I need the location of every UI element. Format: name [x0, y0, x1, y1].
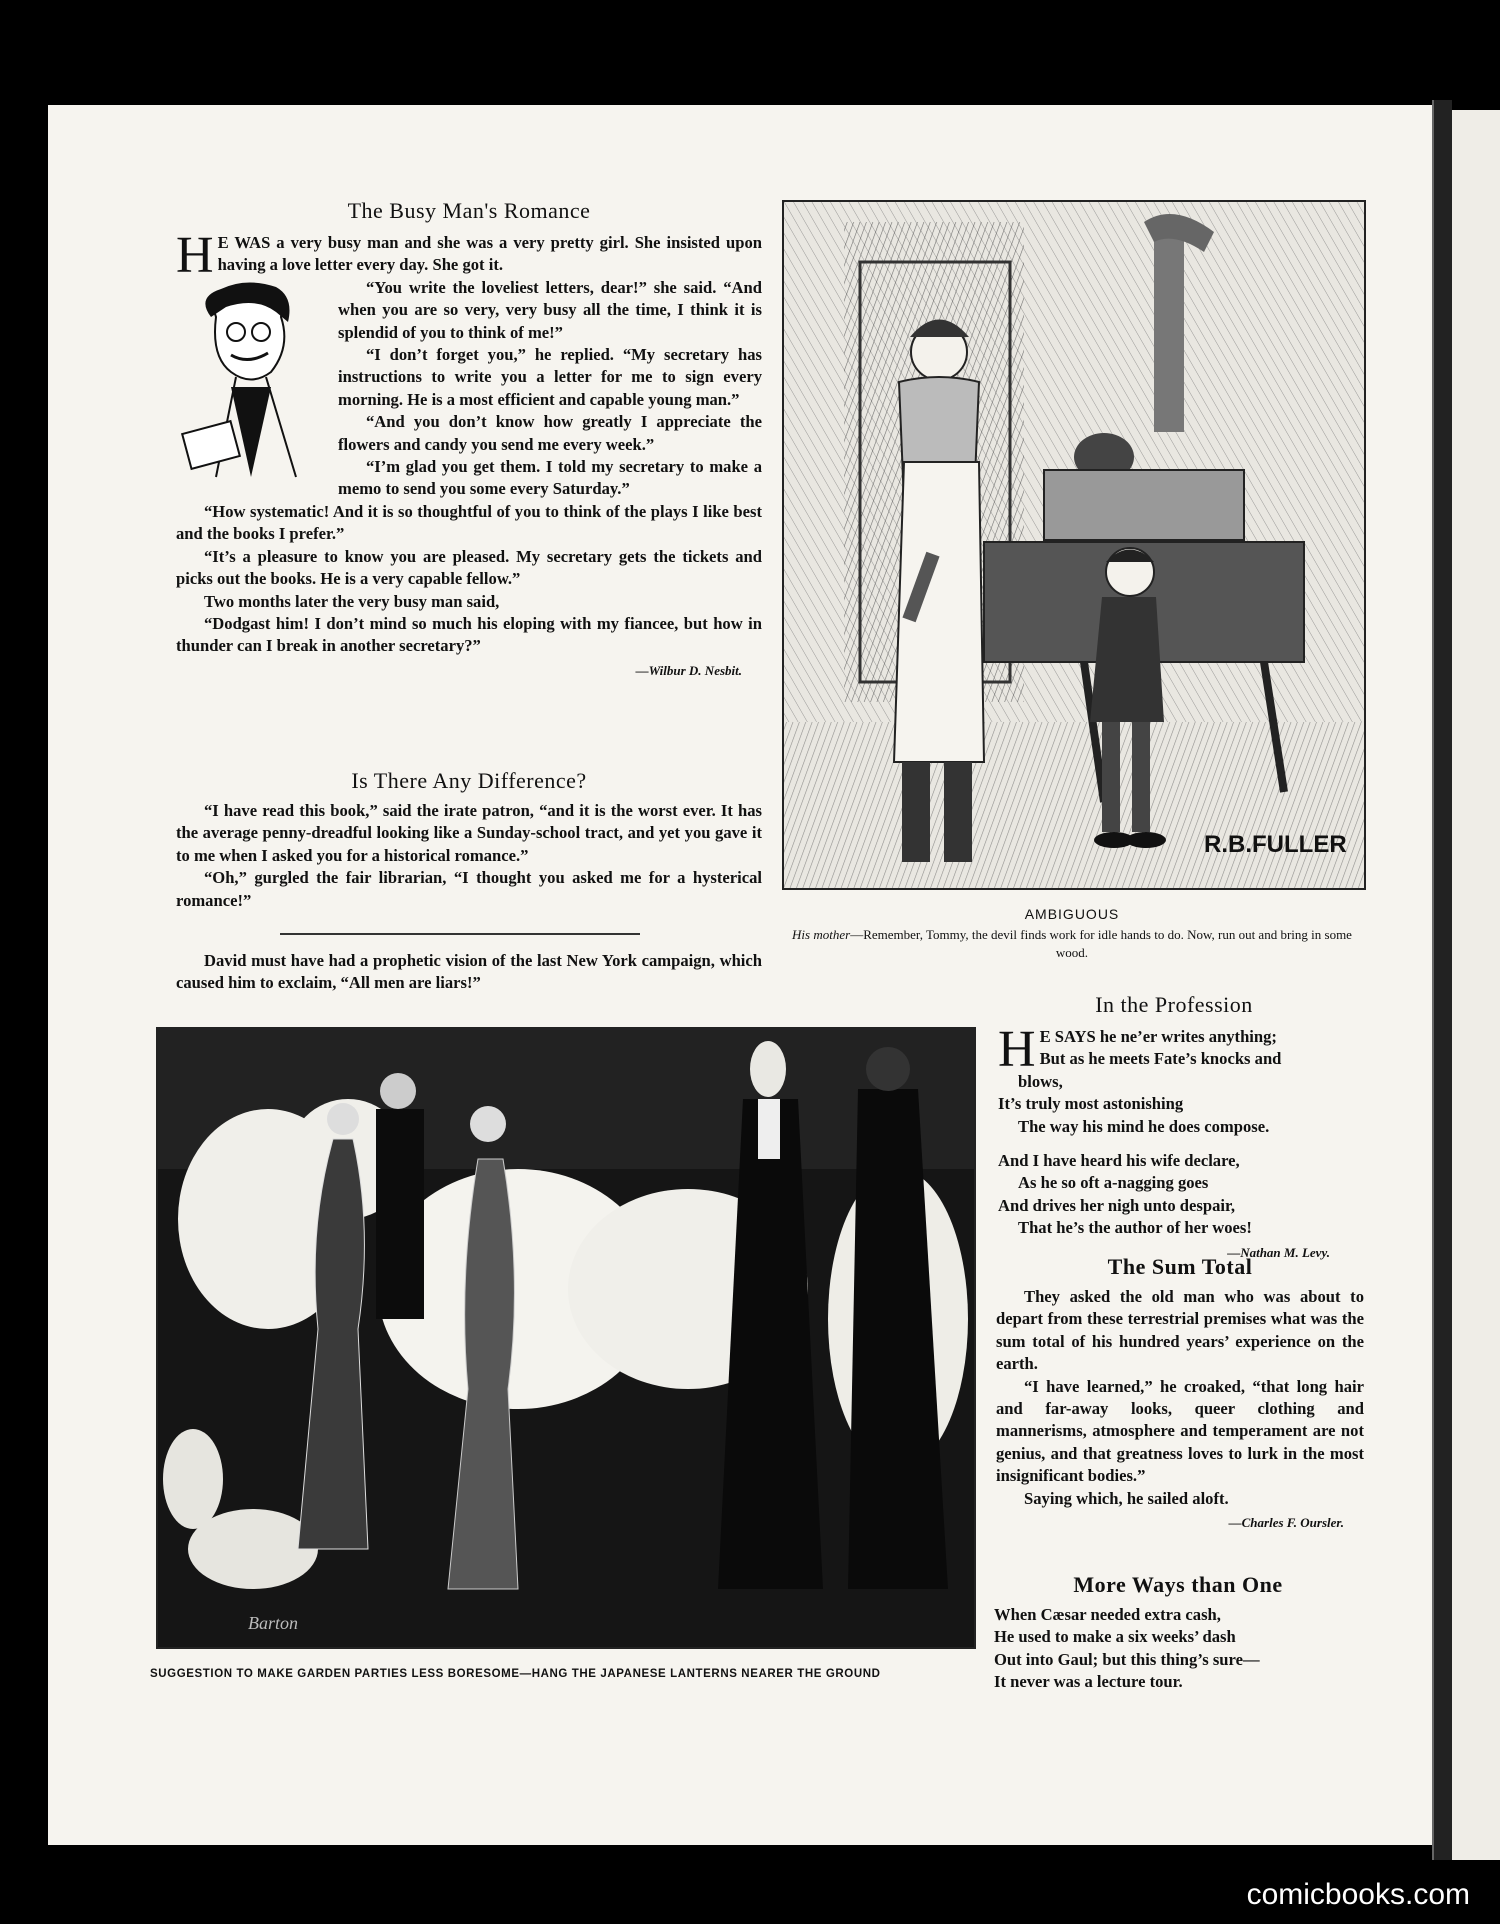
poem-line: The way his mind he does compose.	[1018, 1116, 1270, 1136]
poem-line: When Cæsar needed extra cash,	[994, 1605, 1221, 1624]
cartoon-garden-party	[156, 1027, 976, 1649]
byline: —Wilbur D. Nesbit.	[635, 662, 742, 678]
caption-text	[782, 926, 1362, 962]
paragraph: “How systematic! And it is so thoughtful of you to think of the plays I like best and the books I prefer.”	[176, 501, 762, 544]
story-body	[996, 1286, 1364, 1534]
paragraph: Two months later the very busy man said,	[204, 591, 500, 611]
first-line: E WAS a very busy man and she was a very pretty girl. She insisted upon having a love letter every day. She got it.	[217, 233, 762, 275]
story-busy-mans-romance	[176, 198, 762, 682]
poem-line: That he’s the author of her woes!	[1018, 1218, 1252, 1238]
byline: —Charles F. Oursler.	[1228, 1515, 1344, 1531]
cartoon-ambiguous	[782, 200, 1366, 890]
paragraph: “I have read this book,” said the irate patron, “and it is the worst ever. It has the average penny-dreadful looking like a Sunday-school tract, and yet you gave it to me when I asked you for a historical romance.”	[176, 801, 762, 865]
caption-speaker: His mother	[792, 927, 851, 942]
adjacent-page-edge	[1452, 110, 1500, 1860]
poem-body	[998, 1021, 1350, 1264]
poem-line: blows,	[1018, 1071, 1063, 1091]
caption-title: AMBIGUOUS	[1024, 906, 1120, 922]
story-body	[176, 227, 762, 682]
cartoon-caption: SUGGESTION TO MAKE GARDEN PARTIES LESS BORESOME—HANG THE JAPANESE LANTERNS NEARER THE GROUND	[150, 1668, 881, 1680]
cartoon-caption	[782, 906, 1362, 962]
first-paragraph	[176, 227, 762, 284]
paragraph: “I don’t forget you,” he replied. “My secretary has instructions to write you a letter for me to sign every morning. He is a most efficient and capable young man.”	[338, 345, 762, 409]
poem-in-the-profession	[998, 992, 1350, 1264]
divider	[280, 933, 640, 935]
cartoon-illustration	[158, 1029, 974, 1647]
paragraph: “It’s a pleasure to know you are pleased. My secretary gets the tickets and picks out the books. He is a very capable fellow.”	[176, 546, 762, 589]
paragraph: “I have learned,” he croaked, “that long hair and far-away looks, queer clothing and mannerisms, atmosphere and temperament are not genius, and that greatness loves to lurk in the most insignificant bodies.”	[996, 1376, 1364, 1486]
story-is-there-any-difference	[176, 768, 762, 912]
poem-line: But as he meets Fate’s knocks and	[1039, 1049, 1282, 1069]
paragraph: “And you don’t know how greatly I appreciate the flowers and candy you send me every week.”	[338, 412, 762, 454]
caption-dialogue: —Remember, Tommy, the devil finds work for idle hands to do. Now, run out and bring in some wood.	[850, 927, 1352, 960]
story-title: The Busy Man's Romance	[347, 198, 591, 223]
paragraph: They asked the old man who was about to depart from these terrestrial premises what was the sum total of his hundred years’ experience on the earth.	[996, 1287, 1364, 1374]
paragraph: “I’m glad you get them. I told my secretary to make a memo to send you some every Saturday.”	[338, 457, 762, 499]
poem-line: And drives her nigh unto despair,	[998, 1195, 1235, 1215]
poem-title: More Ways than One	[1073, 1572, 1283, 1597]
site-watermark: comicbooks.com	[1246, 1878, 1470, 1911]
cartoon-illustration	[784, 202, 1364, 888]
poem-line: E SAYS he ne’er writes anything;	[1039, 1027, 1277, 1046]
story-the-sum-total	[996, 1254, 1364, 1534]
drop-cap: H	[176, 227, 214, 284]
byline: —Nathan M. Levy.	[1227, 1244, 1330, 1260]
artist-signature: R.B.FULLER	[1204, 831, 1347, 858]
poem-line: As he so oft a-nagging goes	[1018, 1173, 1209, 1193]
caricature-illustration	[176, 277, 326, 492]
paragraph: Saying which, he sailed aloft.	[1024, 1488, 1229, 1508]
story-title: Is There Any Difference?	[351, 768, 587, 793]
poem-title: In the Profession	[1095, 992, 1253, 1017]
paragraph: David must have had a prophetic vision of the last New York campaign, which caused him to exclaim, “All men are liars!”	[176, 951, 762, 993]
poem-line: Out into Gaul; but this thing’s sure—	[994, 1649, 1260, 1669]
paragraph: “Oh,” gurgled the fair librarian, “I thought you asked me for a hysterical romance!”	[176, 868, 762, 910]
poem-line: He used to make a six weeks’ dash	[994, 1627, 1236, 1647]
poem-line: It’s truly most astonishing	[998, 1094, 1184, 1114]
story-body	[176, 800, 762, 912]
paragraph: “Dodgast him! I don’t mind so much his eloping with my fiancee, but how in thunder can I break in another secretary?”	[176, 613, 762, 656]
drop-cap: H	[998, 1021, 1036, 1078]
poem-line: It never was a lecture tour.	[994, 1672, 1183, 1692]
poem-line: And I have heard his wife declare,	[998, 1151, 1240, 1171]
paragraph: “You write the loveliest letters, dear!” she said. “And when you are so very, very busy all the time, I think it is splendid of you to think of me!”	[338, 277, 762, 342]
story-title: The Sum Total	[1107, 1254, 1253, 1279]
poem-more-ways-than-one	[994, 1572, 1362, 1694]
story-david-quip	[176, 950, 762, 995]
poem-body	[994, 1604, 1362, 1694]
stanza-break	[998, 1138, 1350, 1150]
artist-signature: Barton	[248, 1613, 299, 1633]
page-gutter	[1432, 100, 1452, 1860]
